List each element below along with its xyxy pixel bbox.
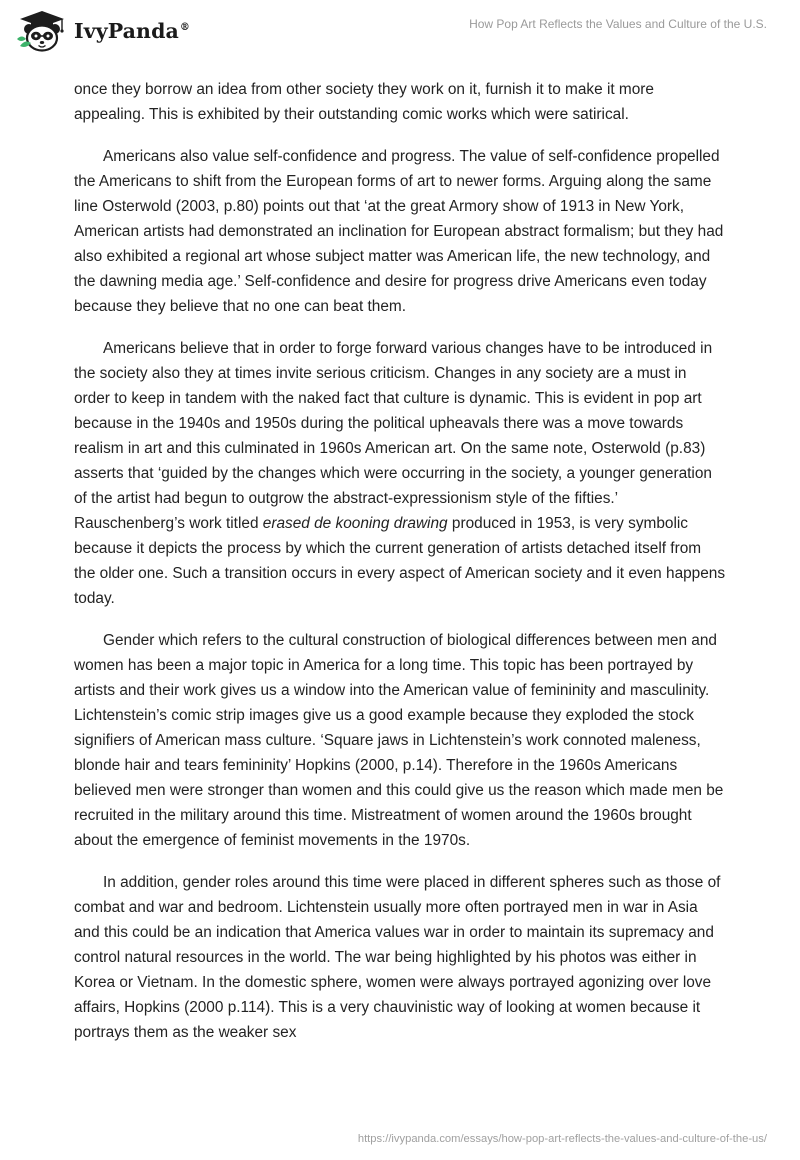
paragraph-continuation: once they borrow an idea from other society they work on it, furnish it to make it more appealing. This is exhibited by their outstanding comic works which were satirical.	[74, 81, 654, 123]
document-title: How Pop Art Reflects the Values and Culture of the U.S.	[469, 17, 767, 31]
paragraph-gender-roles: In addition, gender roles around this time were placed in different spheres such as those of combat and war and bedroom. Lichtenstein usually more often portrayed men in war in Asia and this could be an indication that America values war in order to maintain its supremacy and control natural resources in the world. The war being highlighted by his photos was either in Korea or Vietnam. In the domestic sphere, women were always portrayed agonizing over love affairs, Hopkins (2000 p.114). This is a very chauvinistic way of looking at women because it portrays them as the weaker sex	[74, 874, 721, 1041]
artwork-title: erased de kooning drawing	[262, 515, 448, 532]
brand-name: IvyPanda®	[74, 19, 190, 43]
paragraph-gender: Gender which refers to the cultural construction of biological differences between men and women has been a major topic in America for a long time. This topic has been portrayed by artists and their work gives us a window into the American value of femininity and masculinity. Lichtenstein’s comic strip images give us a good example because they exploded the stock signifiers of American mass culture. ‘Square jaws in Lichtenstein’s work connoted maleness, blonde hair and tears femininity’ Hopkins (2000, p.14). Therefore in the 1960s Americans believed men were stronger than women and this could give us the reason which made men be recruited in the military around this time. Mistreatment of women around the 1960s brought about the emergence of feminist movements in the 1970s.	[74, 632, 724, 849]
panda-graduate-icon	[16, 8, 68, 52]
brand-logo[interactable]	[16, 8, 190, 52]
essay-body	[74, 77, 726, 1062]
footer-source-url[interactable]: https://ivypanda.com/essays/how-pop-art-reflects-the-values-and-culture-of-the-us/	[357, 1133, 767, 1145]
paragraph-changes	[74, 336, 726, 611]
paragraph-self-confidence: Americans also value self-confidence and progress. The value of self-confidence propelled the Americans to shift from the European forms of art to newer forms. Arguing along the same line Osterwold (2003, p.80) points out that ‘at the great Armory show of 1913 in New York, American artists had demonstrated an inclination for European abstract formalism; but they had also exhibited a regional art whose subject matter was American life, the new technology, and the dawning media age.’ Self-confidence and desire for progress drive Americans even today because they believe that no one can beat them.	[74, 148, 724, 315]
paragraph-changes-text-b: produced in 1953, is very symbolic because it depicts the process by which the current generation of artists detached itself from the older one. Such a transition occurs in every aspect of American society and it even happens today.	[74, 515, 726, 607]
page-header	[0, 0, 800, 66]
registered-mark: ®	[179, 22, 190, 34]
paragraph-changes-text-a: Americans believe that in order to forge forward various changes have to be introduced in the society also they at times invite serious criticism. Changes in any society are a must in order to keep in tandem with the naked fact that culture is dynamic. This is evident in pop art because in the 1940s and 1950s during the political upheavals there was a move towards realism in art and this culminated in 1960s American art. On the same note, Osterwold (p.83) asserts that ‘guided by the changes which were occurring in the society, a younger generation of the artist had begun to outgrow the abstract-expressionism style of the fifties.’ Rauschenberg’s work titled	[74, 340, 713, 532]
